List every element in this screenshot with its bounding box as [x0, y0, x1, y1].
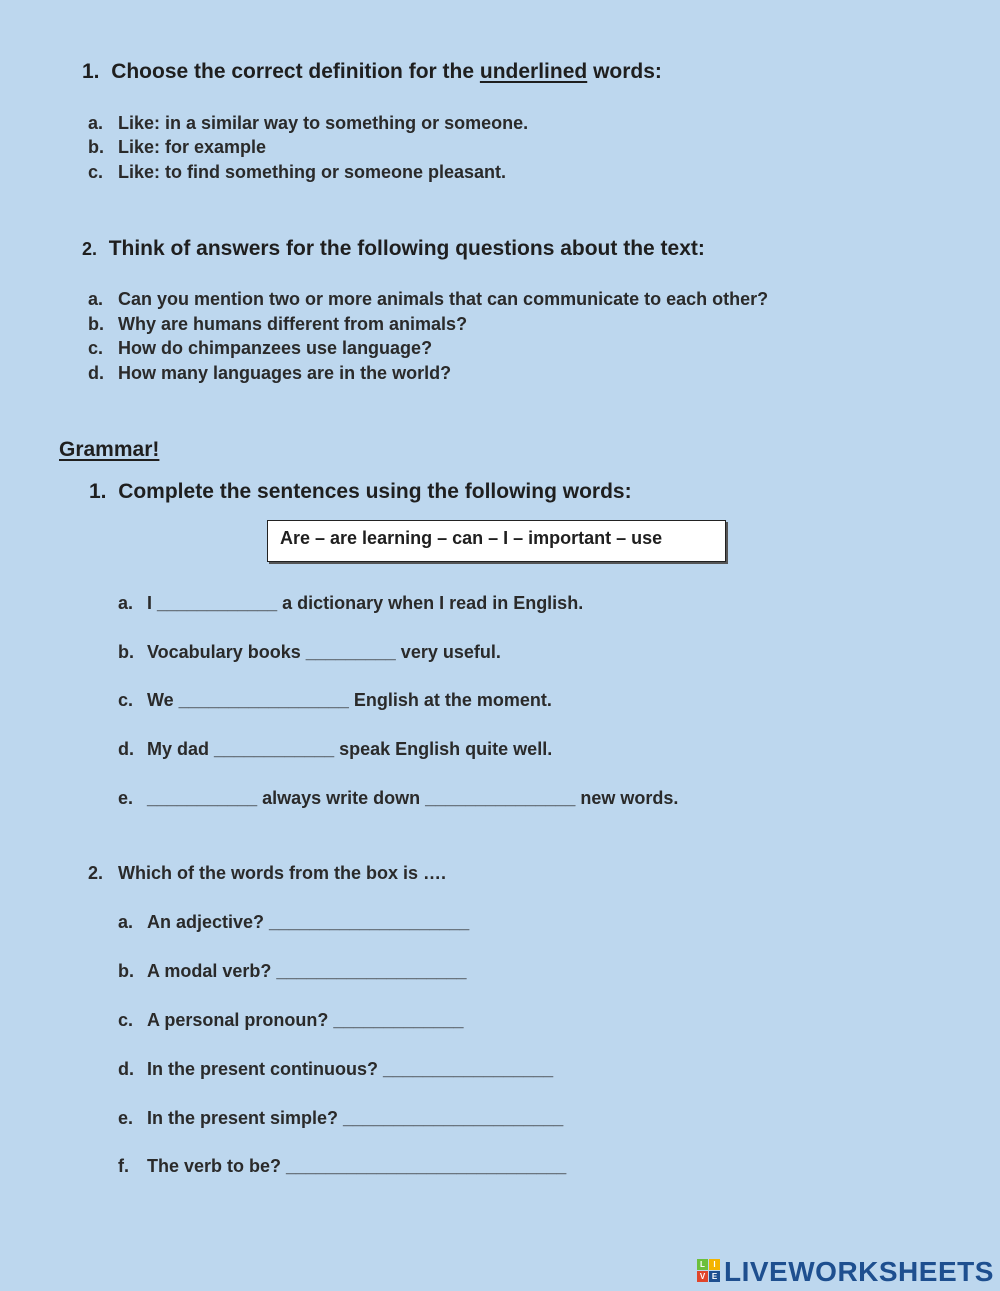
list-item — [88, 338, 432, 359]
list-marker: e. — [118, 1108, 134, 1128]
logo-letter: I — [709, 1259, 720, 1270]
exercise2-heading — [88, 863, 446, 884]
sentence-item — [118, 690, 552, 711]
sentence-text[interactable]: We _________________ English at the moment. — [147, 690, 552, 710]
section1-number: 1. — [82, 60, 100, 83]
list-item — [88, 363, 451, 384]
sentence-item — [118, 593, 583, 614]
word-box — [267, 520, 726, 562]
question-text[interactable]: In the present simple? ______________________ — [147, 1108, 564, 1128]
question-text[interactable]: A modal verb? ___________________ — [147, 961, 467, 981]
list-marker: d. — [118, 1059, 134, 1079]
list-marker: c. — [88, 338, 104, 358]
question-text[interactable]: The verb to be? ____________________________ — [147, 1156, 567, 1176]
sentence-item — [118, 739, 552, 760]
list-item — [88, 289, 768, 310]
sentence-text[interactable]: Vocabulary books _________ very useful. — [147, 642, 501, 662]
question-item — [118, 1156, 566, 1177]
list-text: How do chimpanzees use language? — [118, 338, 433, 358]
list-marker: a. — [118, 593, 134, 613]
list-marker: c. — [88, 162, 104, 182]
sentence-text[interactable]: I ____________ a dictionary when I read in English. — [147, 593, 584, 613]
list-marker: b. — [118, 961, 134, 981]
list-marker: a. — [88, 289, 104, 309]
list-marker: c. — [118, 1010, 134, 1030]
list-item — [88, 113, 528, 134]
exercise2-title: Which of the words from the box is …. — [118, 863, 447, 883]
word-box-text: Are – are learning – can – I – important – use — [280, 528, 663, 548]
logo-icon — [697, 1259, 721, 1283]
list-text: Can you mention two or more animals that can communicate to each other? — [118, 289, 769, 309]
list-marker: b. — [88, 137, 104, 157]
list-marker: a. — [88, 113, 104, 133]
section1-title-underlined: underlined — [479, 60, 588, 83]
list-marker: a. — [118, 912, 134, 932]
logo-letter: E — [709, 1271, 720, 1282]
list-marker: b. — [88, 314, 104, 334]
exercise1-heading — [89, 480, 632, 504]
list-marker: e. — [118, 788, 134, 808]
logo-letter: L — [697, 1259, 708, 1270]
list-marker: c. — [118, 690, 134, 710]
question-item — [118, 1010, 463, 1031]
section1-heading — [82, 60, 662, 84]
list-item — [88, 137, 266, 158]
sentence-text[interactable]: ___________ always write down _______________ new words. — [147, 788, 679, 808]
exercise2-number: 2. — [88, 863, 104, 883]
sentence-text[interactable]: My dad ____________ speak English quite well. — [147, 739, 553, 759]
section2-number: 2. — [82, 239, 98, 259]
exercise1-number: 1. — [89, 480, 107, 503]
logo-text: LIVEWORKSHEETS — [724, 1256, 994, 1287]
section1-title-after: words: — [593, 60, 662, 83]
question-item — [118, 961, 467, 982]
question-item — [118, 1059, 553, 1080]
grammar-heading: Grammar! — [59, 438, 160, 461]
section2-heading — [82, 237, 705, 261]
list-text: Like: for example — [118, 137, 267, 157]
section1-title-before: Choose the correct definition for the — [111, 60, 475, 83]
logo-letter: V — [697, 1271, 708, 1282]
sentence-item — [118, 788, 678, 809]
question-text[interactable]: A personal pronoun? _____________ — [147, 1010, 464, 1030]
list-item — [88, 314, 467, 335]
question-item — [118, 912, 469, 933]
question-text[interactable]: An adjective? ____________________ — [147, 912, 470, 932]
list-marker: d. — [118, 739, 134, 759]
list-text: Why are humans different from animals? — [118, 314, 468, 334]
list-item — [88, 162, 506, 183]
list-text: Like: in a similar way to something or someone. — [118, 113, 529, 133]
list-text: How many languages are in the world? — [118, 363, 452, 383]
sentence-item — [118, 642, 501, 663]
exercise1-title: Complete the sentences using the following words: — [118, 480, 632, 503]
section2-title: Think of answers for the following questions about the text: — [108, 237, 705, 260]
question-text[interactable]: In the present continuous? _________________ — [147, 1059, 554, 1079]
list-marker: f. — [118, 1156, 129, 1176]
list-marker: b. — [118, 642, 134, 662]
list-text: Like: to find something or someone pleasant. — [118, 162, 507, 182]
list-marker: d. — [88, 363, 104, 383]
question-item — [118, 1108, 563, 1129]
